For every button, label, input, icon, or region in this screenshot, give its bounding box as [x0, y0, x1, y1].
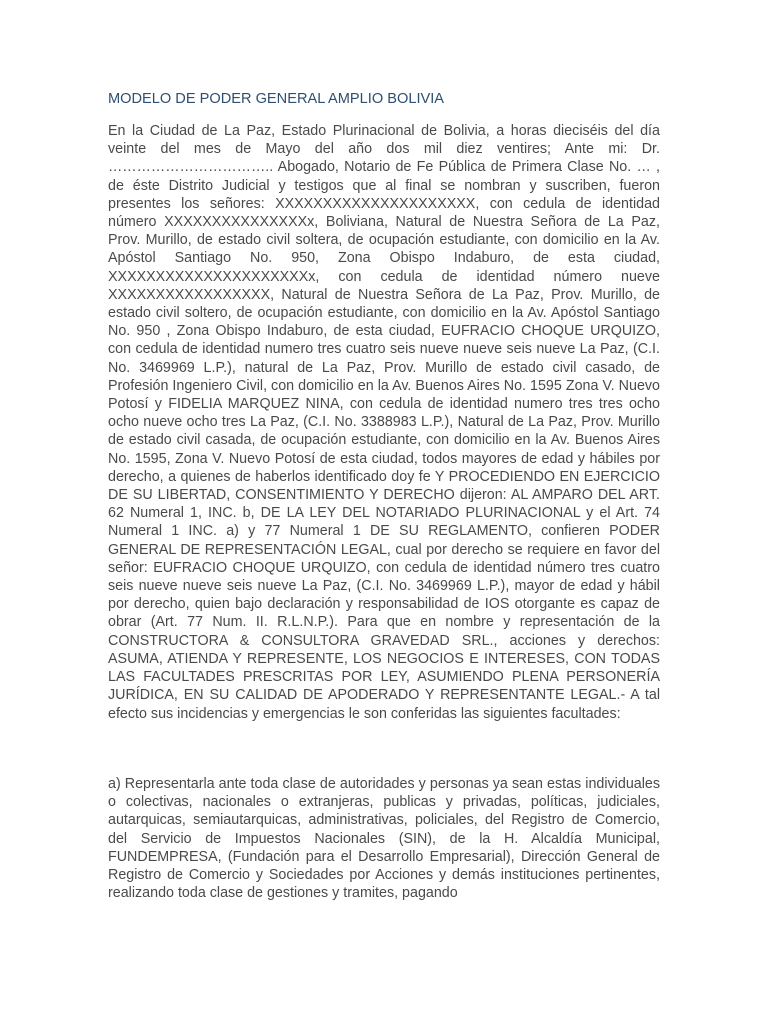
- document-title: MODELO DE PODER GENERAL AMPLIO BOLIVIA: [108, 91, 445, 107]
- body-paragraph-intro: En la Ciudad de La Paz, Estado Plurinacional de Bolivia, a horas dieciséis del día veinte del mes de Mayo del año dos mil diez ventires; Ante mi: Dr. …………………………….. Abogado, Notario de Fe Pública de Primera Clase No. … , de éste Distrito Judicial y testigos que al final se nombran y suscriben, fueron presentes los señores: XXXXXXXXXXXXXXXXXXXXX, con cedula de identidad número XXXXXXXXXXXXXXXx, Boliviana, Natural de Nuestra Señora de La Paz, Prov. Murillo, de estado civil soltera, de ocupación estudiante, con domicilio en la Av. Apóstol Santiago No. 950, Zona Obispo Indaburo, de esta ciudad, XXXXXXXXXXXXXXXXXXXXXx, con cedula de identidad número nueve XXXXXXXXXXXXXXXXX, Natural de Nuestra Señora de La Paz, Prov. Murillo, de estado civil soltero, de ocupación estudiante, con domicilio en la Av. Apóstol Santiago No. 950 , Zona Obispo Indaburo, de esta ciudad, EUFRACIO CHOQUE URQUIZO, con cedula de identidad numero tres cuatro seis nueve nueve seis nueve La Paz, (C.I. No. 3469969 L.P.), natural de La Paz, Prov. Murillo de estado civil casado, de Profesión Ingeniero Civil, con domicilio en la Av. Buenos Aires No. 1595 Zona V. Nuevo Potosí y FIDELIA MARQUEZ NINA, con cedula de identidad numero tres tres ocho ocho nueve ocho tres La Paz, (C.I. No. 3388983 L.P.), Natural de La Paz, Prov. Murillo de estado civil casada, de ocupación estudiante, con domicilio en la Av. Buenos Aires No. 1595, Zona V. Nuevo Potosí de esta ciudad, todos mayores de edad y hábiles por derecho, a quienes de haberlos identificado doy fe Y PROCEDIENDO EN EJERCICIO DE SU LIBERTAD, CONSENTIMIENTO Y DERECHO dijeron: AL AMPARO DEL ART. 62 Numeral 1, INC. b, DE LA LEY DEL NOTARIADO PLURINACIONAL y el Art. 74 Numeral 1 INC. a) y 77 Numeral 1 DE SU REGLAMENTO, confieren PODER GENERAL DE REPRESENTACIÓN LEGAL, cual por derecho se requiere en favor del señor: EUFRACIO CHOQUE URQUIZO, con cedula de identidad número tres cuatro seis nueve nueve seis nueve La Paz, (C.I. No. 3469969 L.P.), mayor de edad y hábil por derecho, quien bajo declaración y responsabilidad de IOS otorgante es capaz de obrar (Art. 77 Num. II. R.L.N.P.). Para que en nombre y representación de la CONSTRUCTORA & CONSULTORA GRAVEDAD SRL., acciones y derechos: ASUMA, ATIENDA Y REPRESENTE, LOS NEGOCIOS E INTERESES, CON TODAS LAS FACULTADES PRESCRITAS POR LEY, ASUMIENDO PLENA PERSONERÍA JURÍDICA, EN SU CALIDAD DE APODERADO Y REPRESENTANTE LEGAL.- A tal efecto sus incidencias y emergencias le son conferidas las siguientes facultades:: [108, 123, 660, 722]
- body-paragraph-clause-a: a) Representarla ante toda clase de autoridades y personas ya sean estas individuales o colectivas, nacionales o extranjeras, publicas y privadas, políticas, judiciales, autarquicas, semiautarquicas, administrativas, policiales, del Registro de Comercio, del Servicio de Impuestos Nacionales (SIN), de la H. Alcaldía Municipal, FUNDEMPRESA, (Fundación para el Desarrollo Empresarial), Dirección General de Registro de Comercio y Sociedades por Acciones y demás instituciones pertinentes, realizando toda clase de gestiones y tramites, pagando: [108, 776, 660, 902]
